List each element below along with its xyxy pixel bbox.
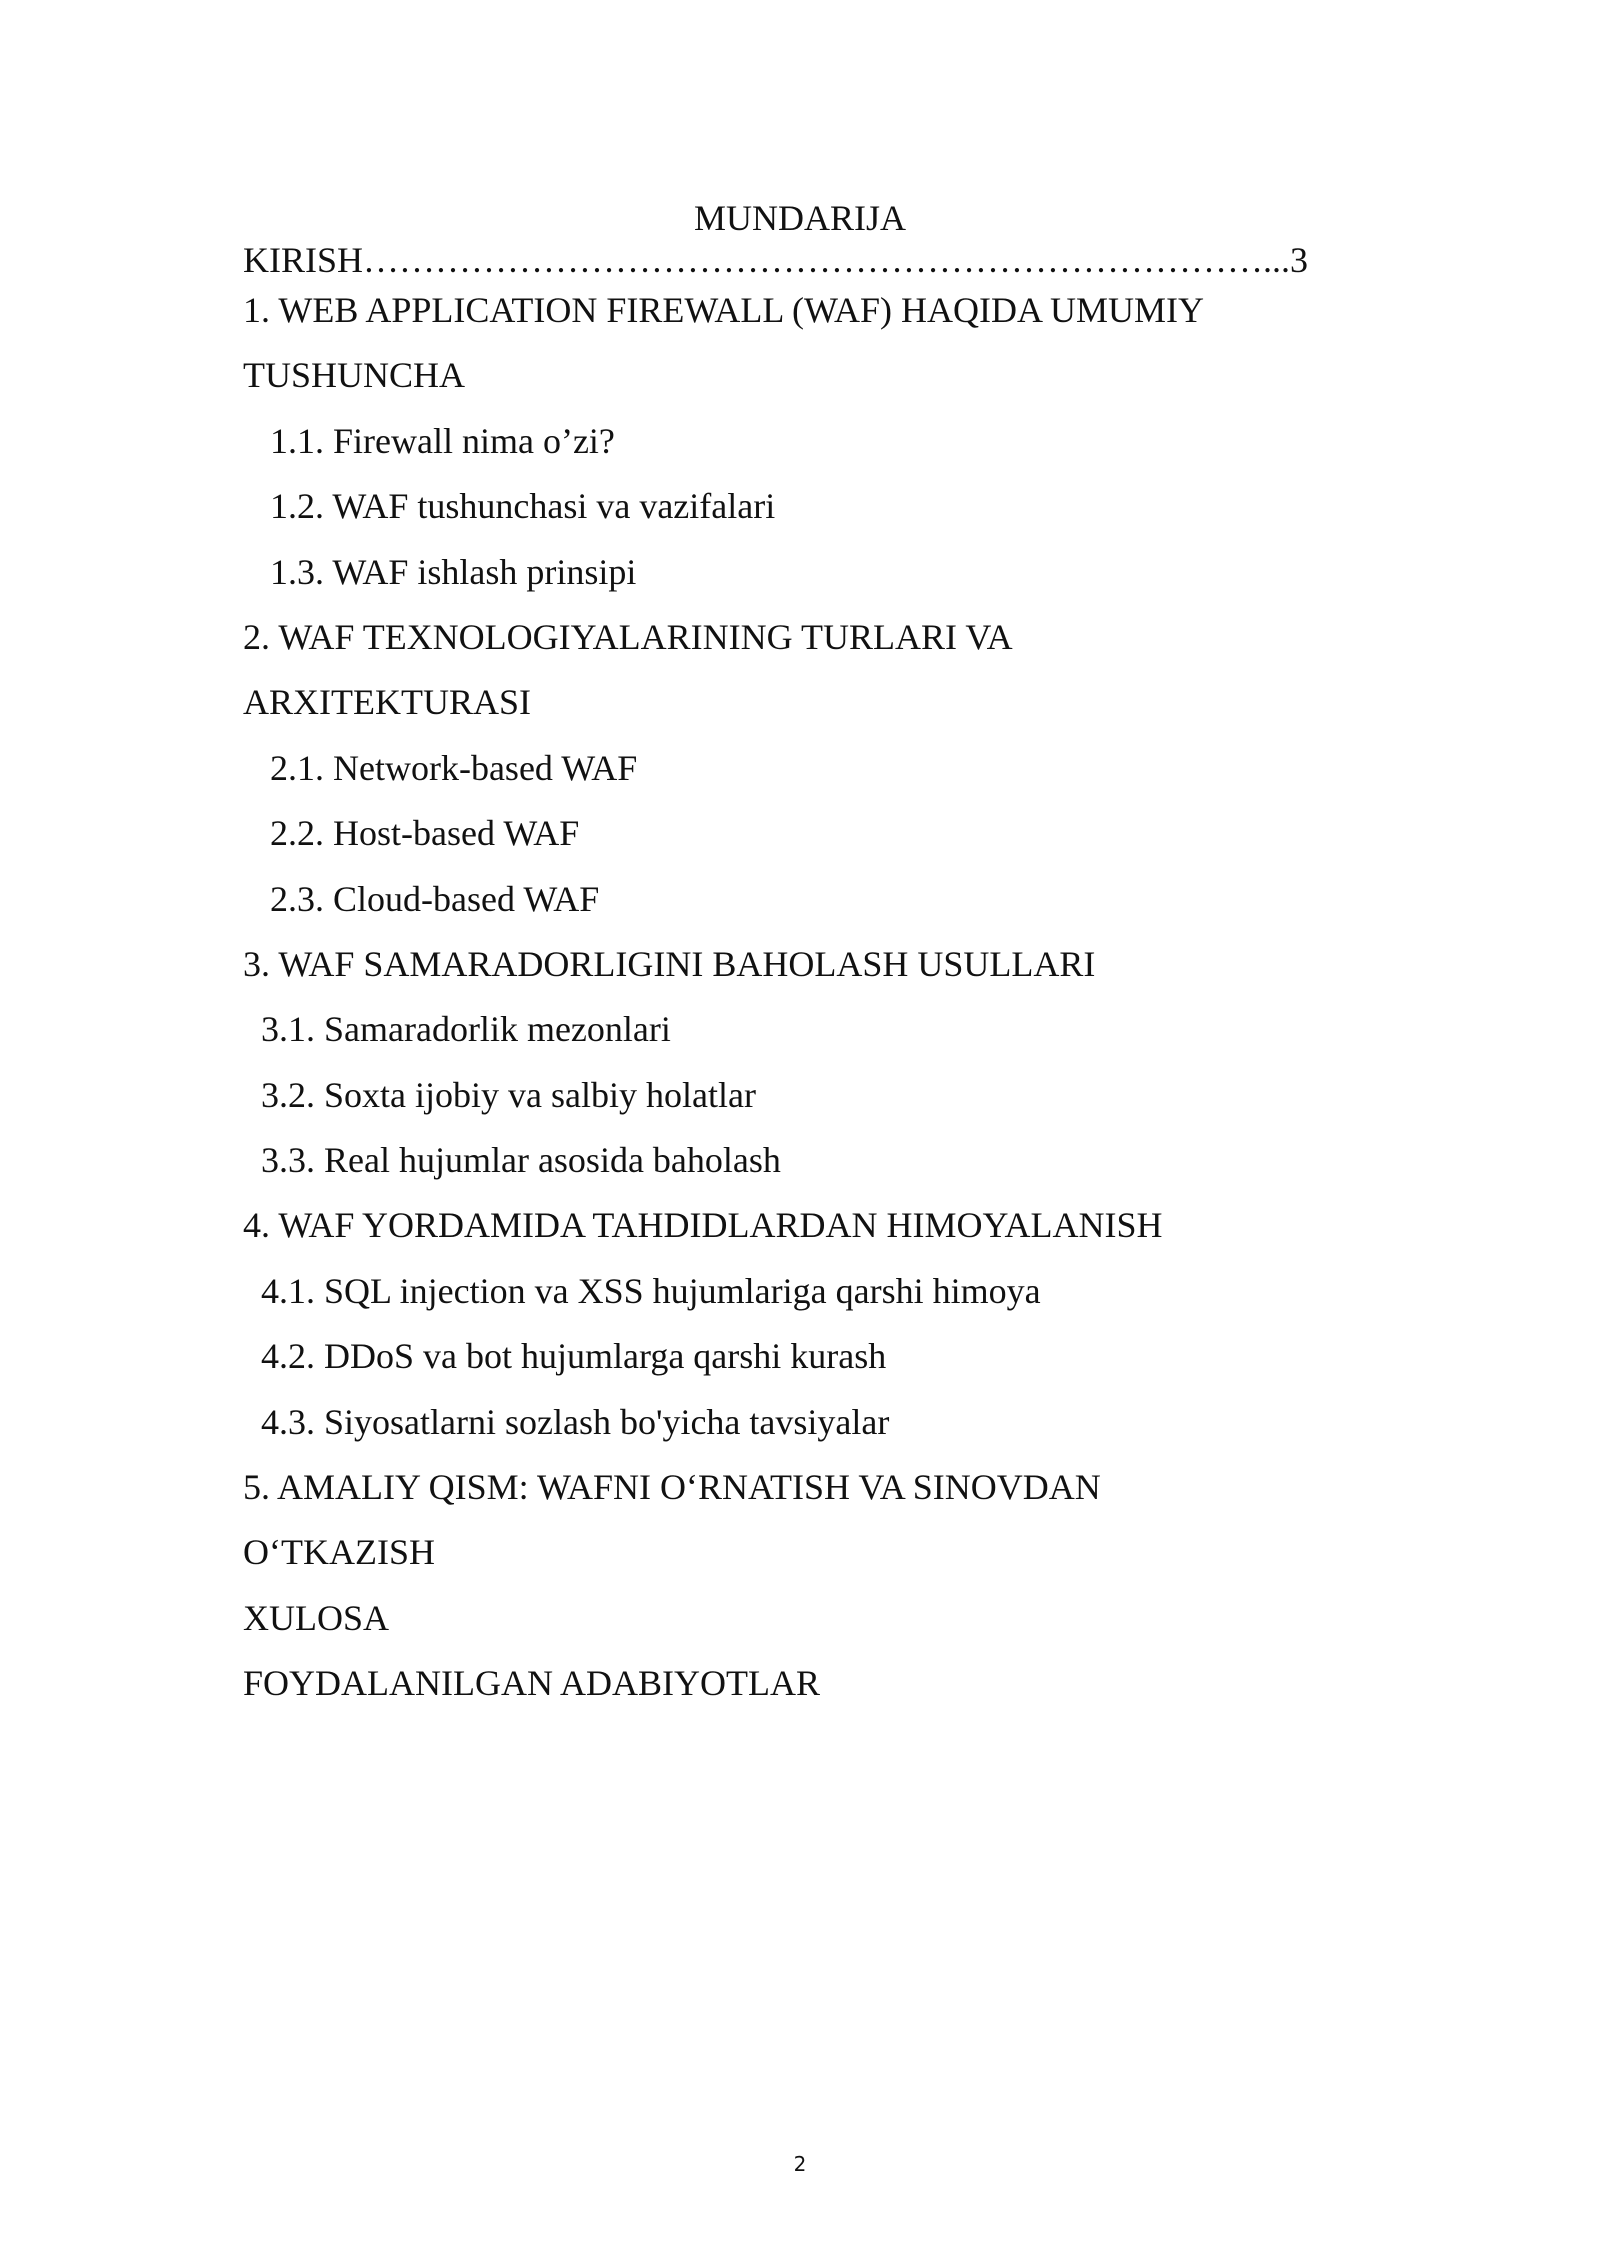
toc-entry-section-2-continued: ARXITEKTURASI: [243, 682, 531, 723]
toc-entry-section-1-continued: TUSHUNCHA: [243, 355, 466, 396]
toc-entry-section-4: 4. WAF YORDAMIDA TAHDIDLARDAN HIMOYALANISH: [243, 1205, 1163, 1246]
toc-entry-2-3: 2.3. Cloud-based WAF: [270, 878, 600, 919]
table-of-contents: [243, 238, 1363, 1727]
toc-entry-section-2: 2. WAF TEXNOLOGIYALARINING TURLARI VA: [243, 616, 1013, 657]
toc-entry-section-1: 1. WEB APPLICATION FIREWALL (WAF) HAQIDA UMUMIY: [243, 290, 1204, 330]
toc-entry-xulosa: XULOSA: [243, 1597, 390, 1638]
toc-entry-1-1: 1.1. Firewall nima o’zi?: [270, 420, 615, 461]
toc-entry-kirish: KIRISH…………………………………………………………………...3: [243, 240, 1309, 280]
toc-entry-2-1: 2.1. Network-based WAF: [270, 747, 638, 788]
toc-entry-section-5: 5. AMALIY QISM: WAFNI O‘RNATISH VA SINOVDAN: [243, 1467, 1101, 1508]
toc-entry-2-2: 2.2. Host-based WAF: [270, 813, 580, 854]
toc-entry-3-1: 3.1. Samaradorlik mezonlari: [261, 1009, 671, 1050]
page-number: 2: [793, 2152, 807, 2176]
toc-entry-section-3: 3. WAF SAMARADORLIGINI BAHOLASH USULLARI: [243, 943, 1096, 984]
toc-entry-4-3: 4.3. Siyosatlarni sozlash bo'yicha tavsiyalar: [261, 1401, 890, 1442]
toc-entry-1-2: 1.2. WAF tushunchasi va vazifalari: [270, 486, 776, 527]
toc-entry-1-3: 1.3. WAF ishlash prinsipi: [270, 551, 637, 592]
toc-entry-3-3: 3.3. Real hujumlar asosida baholash: [261, 1140, 781, 1181]
toc-entry-section-5-continued: O‘TKAZISH: [243, 1532, 435, 1573]
page-title: MUNDARIJA: [693, 198, 906, 238]
toc-entry-3-2: 3.2. Soxta ijobiy va salbiy holatlar: [261, 1074, 756, 1115]
toc-entry-4-2: 4.2. DDoS va bot hujumlarga qarshi kurash: [261, 1336, 887, 1377]
toc-entry-4-1: 4.1. SQL injection va XSS hujumlariga qarshi himoya: [261, 1270, 1041, 1311]
toc-entry-adabiyotlar: FOYDALANILGAN ADABIYOTLAR: [243, 1663, 820, 1704]
